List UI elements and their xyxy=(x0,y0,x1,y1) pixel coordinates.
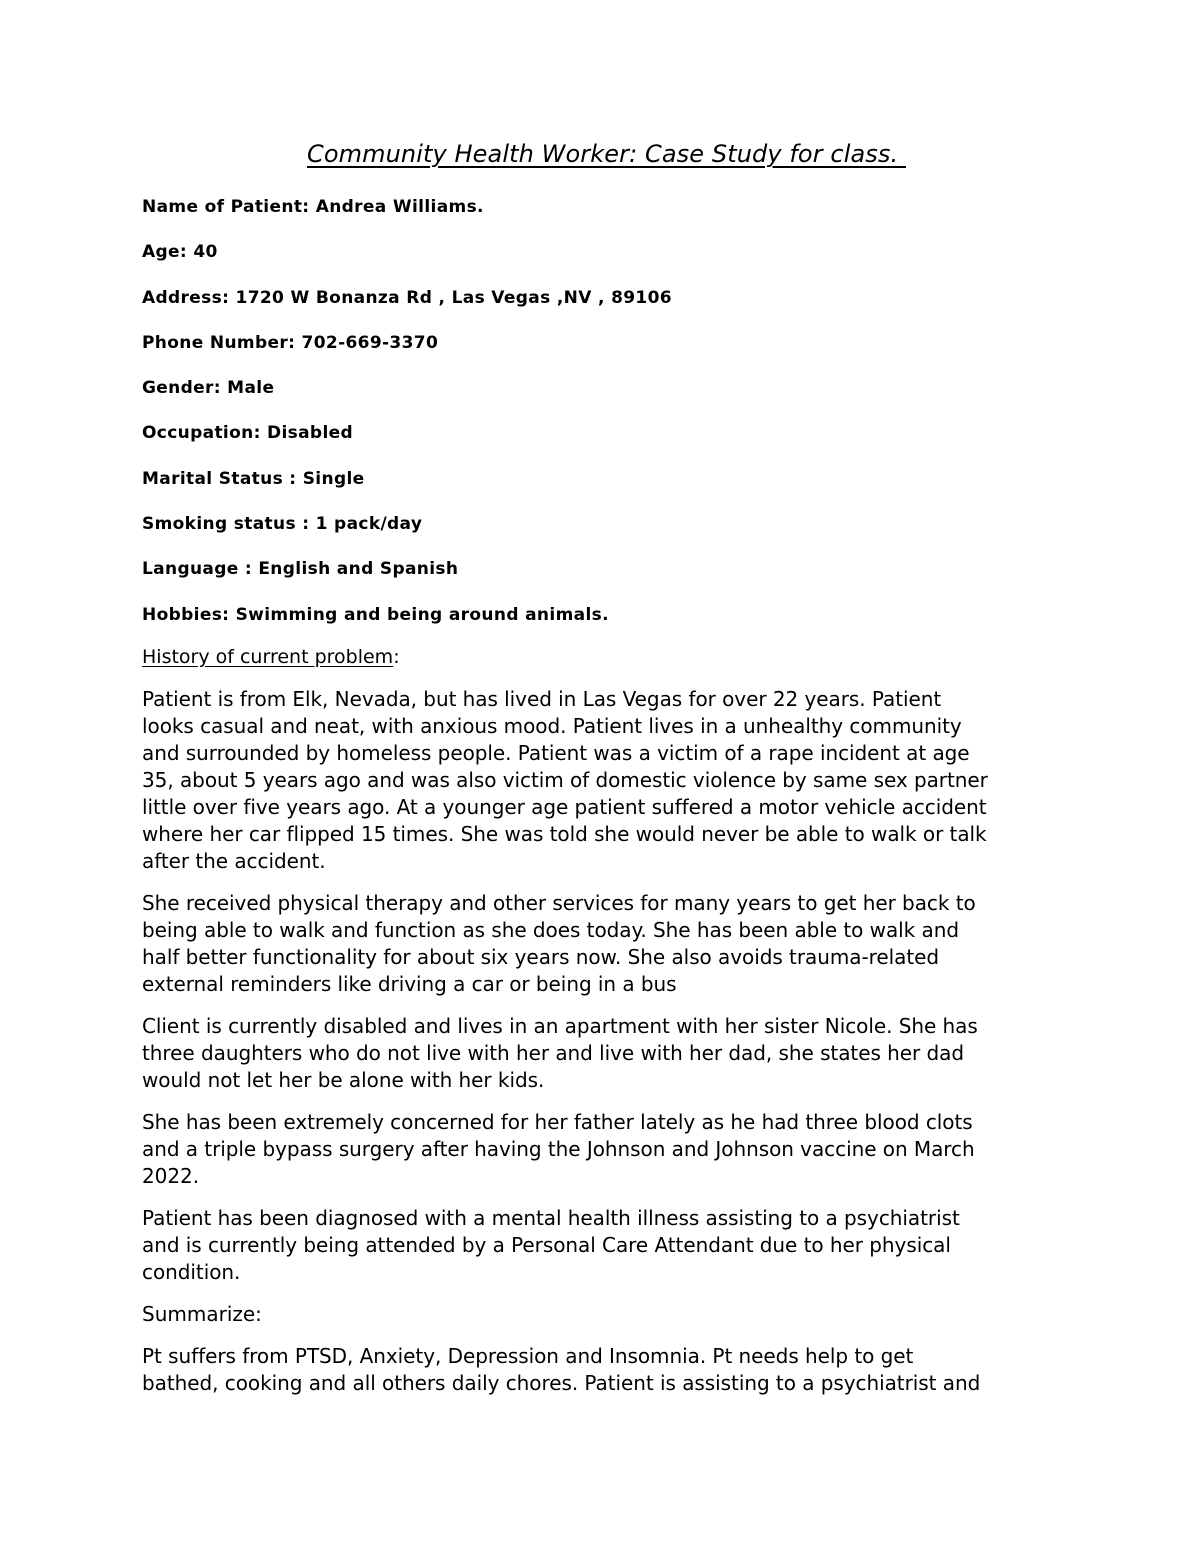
history-paragraph xyxy=(142,1109,1082,1190)
paragraph-line: bathed, cooking and all others daily chores. Patient is assisting to a psychiatrist and xyxy=(142,1371,981,1395)
patient-info-fields xyxy=(142,195,1082,648)
field-phone-number: Phone Number: 702-669-3370 xyxy=(142,332,439,353)
paragraph-line: Patient has been diagnosed with a mental health illness assisting to a psychiatrist xyxy=(142,1206,960,1230)
summary-paragraph xyxy=(142,1343,1082,1397)
paragraph-line: Patient is from Elk, Nevada, but has lived in Las Vegas for over 22 years. Patient xyxy=(142,687,942,711)
history-body xyxy=(142,686,1082,1412)
paragraph-line: and surrounded by homeless people. Patient was a victim of a rape incident at age xyxy=(142,741,970,765)
paragraph-line: Pt suffers from PTSD, Anxiety, Depression and Insomnia. Pt needs help to get xyxy=(142,1344,914,1368)
field-occupation: Occupation: Disabled xyxy=(142,423,354,444)
paragraph-line: She received physical therapy and other services for many years to get her back to xyxy=(142,891,976,915)
paragraph-line: three daughters who do not live with her and live with her dad, she states her dad xyxy=(142,1041,965,1065)
paragraph-line: little over five years ago. At a younger age patient suffered a motor vehicle accident xyxy=(142,795,987,819)
field-hobbies: Hobbies: Swimming and being around animals. xyxy=(142,604,609,625)
paragraph-line: Client is currently disabled and lives in an apartment with her sister Nicole. She has xyxy=(142,1014,978,1038)
field-patient-name: Name of Patient: Andrea Williams. xyxy=(142,197,484,217)
field-address: Address: 1720 W Bonanza Rd , Las Vegas ,NV , 89106 xyxy=(142,287,672,308)
field-language: Language : English and Spanish xyxy=(142,559,459,580)
field-age: Age: 40 xyxy=(142,242,218,263)
document-title: Community Health Worker: Case Study for class. xyxy=(307,140,906,168)
paragraph-line: being able to walk and function as she does today. She has been able to walk and xyxy=(142,918,959,942)
paragraph-line: half better functionality for about six years now. She also avoids trauma-related xyxy=(142,945,940,969)
history-paragraph xyxy=(142,1205,1082,1286)
paragraph-line: She has been extremely concerned for her father lately as he had three blood clots xyxy=(142,1110,973,1134)
paragraph-line: where her car flipped 15 times. She was told she would never be able to walk or talk xyxy=(142,822,987,846)
history-heading-colon: : xyxy=(393,646,400,668)
paragraph-line: and is currently being attended by a Personal Care Attendant due to her physical xyxy=(142,1233,951,1257)
summarize-label: Summarize: xyxy=(142,1302,262,1326)
history-paragraph xyxy=(142,686,1082,875)
history-heading xyxy=(142,646,400,668)
paragraph-line: after the accident. xyxy=(142,849,326,873)
field-gender: Gender: Male xyxy=(142,378,275,399)
history-paragraph xyxy=(142,890,1082,998)
history-heading-text: History of current problem xyxy=(142,646,394,668)
paragraph-line: condition. xyxy=(142,1260,241,1284)
paragraph-line: looks casual and neat, with anxious mood. Patient lives in a unhealthy community xyxy=(142,714,962,738)
paragraph-line: 2022. xyxy=(142,1164,200,1188)
field-marital-status: Marital Status : Single xyxy=(142,468,365,489)
paragraph-line: would not let her be alone with her kids. xyxy=(142,1068,545,1092)
paragraph-line: 35, about 5 years ago and was also victim of domestic violence by same sex partner xyxy=(142,768,988,792)
paragraph-line: external reminders like driving a car or being in a bus xyxy=(142,972,677,996)
paragraph-line: and a triple bypass surgery after having the Johnson and Johnson vaccine on March xyxy=(142,1137,975,1161)
history-paragraph xyxy=(142,1013,1082,1094)
field-smoking-status: Smoking status : 1 pack/day xyxy=(142,514,423,535)
